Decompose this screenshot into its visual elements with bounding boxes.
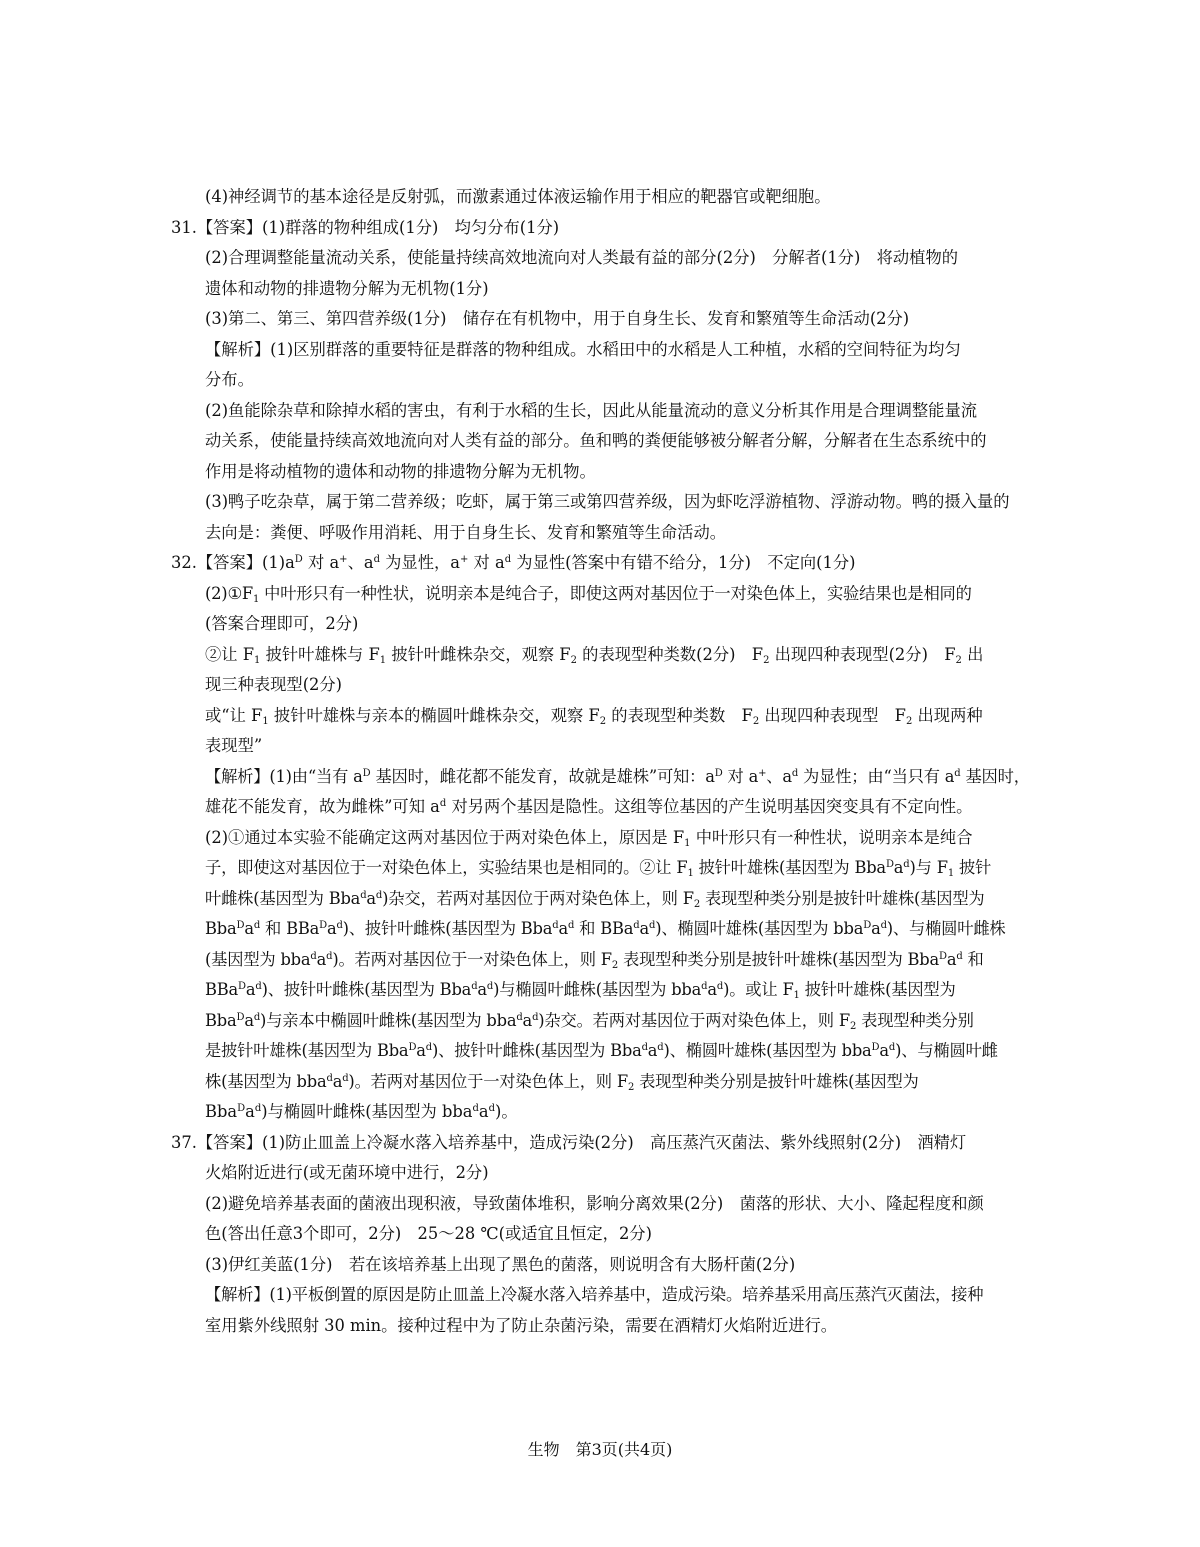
text-line: (2)避免培养基表面的菌液出现积液，导致菌体堆积，影响分离效果(2分) 菌落的形状、大小、隆起程度和颜	[205, 1193, 984, 1213]
text-line: $Bba^Da^d$)与亲本中椭圆叶雌株(基因型为 $bba^da^d$)杂交。若两对基因位于两对染色体上，则 $F_2$ 表现型种类分别	[205, 1010, 974, 1032]
text-line: 是披针叶雄株(基因型为 $Bba^Da^d$)、披针叶雌株(基因型为 $Bba^da^d$)、椭圆叶雄株(基因型为 $bba^Da^d$)、与椭圆叶雌	[205, 1041, 998, 1060]
text-line: 雄花不能发育，故为雌株”可知 $a^d$ 对另两个基因是隐性。这组等位基因的产生说明基因突变具有不定向性。	[205, 797, 973, 816]
text-line: 株(基因型为 $bba^da^d$)。若两对基因位于一对染色体上，则 $F_2$ 表现型种类分别是披针叶雄株(基因型为	[205, 1071, 919, 1093]
text-line: $BBa^Da^d$)、披针叶雌株(基因型为 $Bba^da^d$)与椭圆叶雌株(基因型为 $bba^da^d$)。或让 $F_1$ 披针叶雄株(基因型为	[205, 980, 956, 1001]
text-line: 分布。	[205, 370, 254, 389]
analysis-line: 【解析】(1)区别群落的重要特征是群落的物种组成。水稻田中的水稻是人工种植，水稻的空间特征为均匀	[205, 339, 961, 359]
text-line: 动关系，使能量持续高效地流向对人类有益的部分。鱼和鸭的粪便能够被分解者分解，分解者在生态系统中的	[205, 431, 987, 450]
text-line: (2)合理调整能量流动关系，使能量持续高效地流向对人类最有益的部分(2分) 分解者(1分) 将动植物的	[205, 248, 959, 267]
text-line: ②让 $F_1$ 披针叶雄株与 $F_1$ 披针叶雌株杂交，观察 $F_2$ 的表现型种类数(2分) $F_2$ 出现四种表现型(2分) $F_2$ 出	[205, 644, 984, 666]
text-line: 子，即使这对基因位于一对染色体上，实验结果也是相同的。②让 $F_1$ 披针叶雄株(基因型为 $Bba^Da^d$)与 $F_1$ 披针	[205, 858, 992, 879]
text-line: $(2)①F_1$ 中叶形只有一种性状，说明亲本是纯合子，即使这两对基因位于一对染色体上，实验结果也是相同的	[205, 583, 972, 605]
text-line: 去向是：粪便、呼吸作用消耗、用于自身生长、发育和繁殖等生命活动。	[205, 522, 727, 542]
text-line: (3)鸭子吃杂草，属于第二营养级；吃虾，属于第三或第四营养级，因为虾吃浮游植物、浮游动物。鸭的摄入量的	[205, 492, 1010, 511]
text-line: 表现型”	[205, 736, 263, 755]
text-line: 或“让 $F_1$ 披针叶雄株与亲本的椭圆叶雌株杂交，观察 $F_2$ 的表现型种类数 $F_2$ 出现四种表现型 $F_2$ 出现两种	[205, 705, 983, 727]
text-line: (3)伊红美蓝(1分) 若在该培养基上出现了黑色的菌落，则说明含有大肠杆菌(2分)	[205, 1254, 796, 1274]
text-line: (答案合理即可，2分)	[205, 614, 359, 633]
text-line: (2)①通过本实验不能确定这两对基因位于两对染色体上，原因是 $F_1$ 中叶形只有一种性状，说明亲本是纯合	[205, 827, 973, 849]
answer-31-heading: 31.【答案】(1)群落的物种组成(1分) 均匀分布(1分)	[171, 217, 560, 237]
text-line: $Bba^Da^d$ 和 $BBa^Da^d$)、披针叶雌株(基因型为 $Bba^da^d$ 和 $BBa^da^d$)、椭圆叶雄株(基因型为 $bba^Da^d$)、与椭圆叶雌株	[205, 919, 1006, 938]
analysis-line: 【解析】(1)由“当有 $a^D$ 基因时，雌花都不能发育，故就是雄株”可知：$a^D$ 对 a+、$a^d$ 为显性；由“当只有 $a^d$ 基因时，	[205, 766, 1030, 786]
text-line: 叶雌株(基因型为 $Bba^da^d$)杂交，若两对基因位于两对染色体上，则 $F_2$ 表现型种类分别是披针叶雄株(基因型为	[205, 888, 985, 910]
text-line: (基因型为 $bba^da^d$)。若两对基因位于一对染色体上，则 $F_2$ 表现型种类分别是披针叶雄株(基因型为 $Bba^Da^d$ 和	[205, 949, 984, 971]
text-line: 室用紫外线照射 30 min。接种过程中为了防止杂菌污染，需要在酒精灯火焰附近进行。	[205, 1315, 838, 1335]
text-line: 遗体和动物的排遗物分解为无机物(1分)	[205, 278, 489, 298]
text-line: 作用是将动植物的遗体和动物的排遗物分解为无机物。	[205, 461, 596, 481]
answer-32-heading: 32.【答案】$(1)a^D$ 对 a+、$a^d$ 为显性，a+ 对 $a^d$ 为显性(答案中有错不给分，1分) 不定向(1分)	[171, 553, 856, 572]
analysis-line: 【解析】(1)平板倒置的原因是防止皿盖上冷凝水落入培养基中，造成污染。培养基采用高压蒸汽灭菌法，接种	[205, 1285, 984, 1304]
text-line: (2)鱼能除杂草和除掉水稻的害虫，有利于水稻的生长，因此从能量流动的意义分析其作用是合理调整能量流	[205, 400, 978, 420]
text-line: (3)第二、第三、第四营养级(1分) 储存在有机物中，用于自身生长、发育和繁殖等生命活动(2分)	[205, 309, 910, 328]
page-footer: 生物 第3页(共4页)	[527, 1440, 673, 1459]
text-line: (4)神经调节的基本途径是反射弧，而激素通过体液运输作用于相应的靶器官或靶细胞。	[205, 187, 831, 206]
text-line: $Bba^Da^d$)与椭圆叶雌株(基因型为 $bba^da^d$)。	[205, 1102, 518, 1121]
text-line: 色(答出任意3个即可，2分) 25～28 ℃(或适宜且恒定，2分)	[205, 1224, 652, 1243]
answer-37-heading: 37.【答案】(1)防止皿盖上冷凝水落入培养基中，造成污染(2分) 高压蒸汽灭菌法、紫外线照射(2分) 酒精灯	[171, 1132, 967, 1152]
answer-text	[171, 182, 1030, 1341]
text-line: 现三种表现型(2分)	[205, 675, 343, 694]
text-line: 火焰附近进行(或无菌环境中进行，2分)	[205, 1163, 489, 1182]
